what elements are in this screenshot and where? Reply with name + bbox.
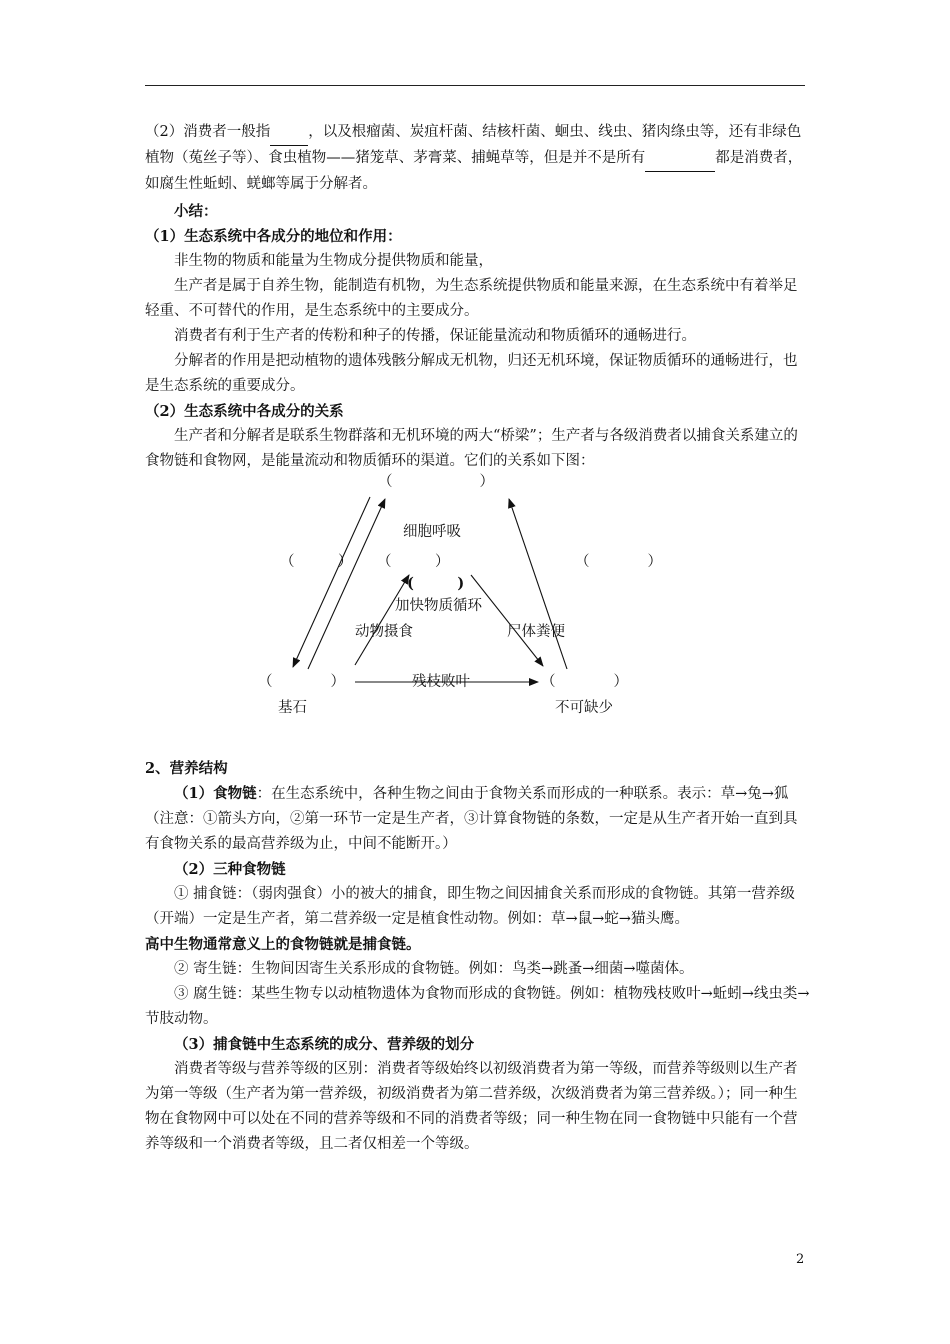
ecosystem-relationship-diagram bbox=[145, 474, 810, 742]
middle-box-blank: （ ） bbox=[377, 554, 450, 570]
indispensable-label: 不可缺少 bbox=[555, 700, 613, 716]
cell-respiration-label: 细胞呼吸 bbox=[403, 524, 461, 540]
corpse-feces-label: 尸体粪便 bbox=[507, 624, 565, 640]
page-number: 2 bbox=[796, 1252, 805, 1267]
saprophytic-chain-para: ③ 腐生链：某些生物专以动植物遗体为食物而形成的食物链。例如：植物残枝败叶→蚯蚓→线虫类→节肢动物。 bbox=[145, 986, 810, 1027]
accelerate-cycle-label: 加快物质循环 bbox=[395, 598, 482, 614]
bottom-right-box-blank: （ ） bbox=[541, 674, 628, 690]
parasitic-chain-para: ② 寄生链：生物间因寄生关系形成的食物链。例如：鸟类→跳蚤→细菌→噬菌体。 bbox=[174, 961, 694, 977]
trophic-level-heading: （3）捕食链中生态系统的成分、营养级的划分 bbox=[174, 1036, 475, 1053]
summary-p4: 分解者的作用是把动植物的遗体残骸分解成无机物，归还无机环境，保证物质循环的通畅进行，也是生态系统的重要成分。 bbox=[145, 353, 798, 394]
arrow-top-to-left bbox=[293, 497, 370, 667]
left-box-blank: （ ） bbox=[280, 554, 353, 570]
arrow-right-to-top bbox=[509, 499, 567, 669]
summary-p5: 生产者和分解者是联系生物群落和无机环境的两大“桥梁”；生产者与各级消费者以捕食关系建立的食物链和食物网，是能量流动和物质循环的渠道。它们的关系如下图： bbox=[145, 428, 798, 469]
arrow-left-to-top bbox=[308, 499, 385, 669]
summary-heading-1: （1）生态系统中各成分的地位和作用： bbox=[145, 228, 402, 245]
arrow-left-to-center bbox=[355, 575, 409, 665]
fill-blank-2 bbox=[645, 146, 715, 172]
three-chains-heading: （2）三种食物链 bbox=[174, 861, 286, 878]
predation-chain-para: ① 捕食链：（弱肉强食）小的被大的捕食，即生物之间因捕食关系而形成的食物链。其第一营养级（开端）一定是生产者，第二营养级一定是植食性动物。例如：草→鼠→蛇→猫头鹰。 bbox=[145, 886, 795, 927]
center-box-blank: ( ) bbox=[407, 575, 465, 592]
bottom-left-box-blank: （ ） bbox=[258, 674, 345, 690]
summary-p3: 消费者有利于生产者的传粉和种子的传播，保证能量流动和物质循环的通畅进行。 bbox=[174, 328, 696, 344]
summary-p1: 非生物的物质和能量为生物成分提供物质和能量， bbox=[174, 253, 493, 269]
right-box-blank: （ ） bbox=[575, 554, 662, 570]
nutrition-heading: 2、营养结构 bbox=[145, 760, 228, 777]
top-box-blank: （ ） bbox=[378, 474, 494, 490]
litter-label: 残枝败叶 bbox=[412, 674, 470, 690]
foundation-label: 基石 bbox=[278, 700, 307, 716]
header-rule bbox=[145, 85, 805, 86]
trophic-level-para: 消费者等级与营养等级的区别：消费者等级始终以初级消费者为第一等级，而营养等级则以生产者为第一等级（生产者为第一营养级，初级消费者为第二营养级，次级消费者为第三营养级。）；同一种生物在食物网中可以处在不同的营养等级和不同的消费者等级；同一种生物在同一食物链中只能有一个营养等级和一个消费者等级，且二者仅相差一个等级。 bbox=[145, 1061, 798, 1152]
summary-title: 小结： bbox=[174, 203, 218, 220]
consumer-paragraph: （2）消费者一般指 ，以及根瘤菌、炭疽杆菌、结核杆菌、蛔虫、线虫、猪肉绦虫等，还有非绿色植物（菟丝子等）、食虫植物——猪笼草、茅膏菜、捕蝇草等，但是并不是所有 都是消费者，如腐生性蚯蚓、蜣螂等属于分解者。 bbox=[145, 120, 810, 197]
summary-heading-2: （2）生态系统中各成分的关系 bbox=[145, 403, 344, 420]
page-content bbox=[145, 120, 810, 1157]
summary-p2: 生产者是属于自养生物，能制造有机物，为生态系统提供物质和能量来源，在生态系统中有着举足轻重、不可替代的作用，是生态系统中的主要成分。 bbox=[145, 278, 798, 319]
fill-blank-1 bbox=[270, 120, 308, 146]
food-chain-label: （1）食物链 bbox=[174, 785, 257, 802]
arrow-center-to-right bbox=[471, 575, 543, 666]
predation-chain-note: 高中生物通常意义上的食物链就是捕食链。 bbox=[145, 936, 421, 953]
animal-feeding-label: 动物摄食 bbox=[355, 624, 413, 640]
food-chain-definition: （1）食物链：在生态系统中，各种生物之间由于食物关系而形成的一种联系。表示：草→兔→狐（注意：①箭头方向，②第一环节一定是生产者，③计算食物链的条数，一定是从生产者开始一直到具有食物关系的最高营养级为止，中间不能断开。） bbox=[145, 785, 798, 852]
